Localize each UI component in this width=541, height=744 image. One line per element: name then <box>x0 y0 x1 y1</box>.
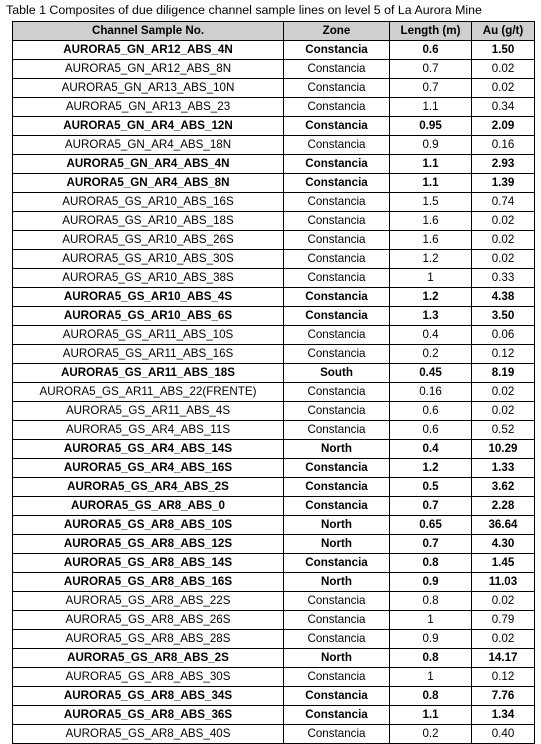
header-length: Length (m) <box>390 22 472 41</box>
length-cell: 0.2 <box>390 725 472 744</box>
sample-cell: AURORA5_GN_AR4_ABS_8N <box>13 174 284 193</box>
sample-cell: AURORA5_GS_AR10_ABS_18S <box>13 212 284 231</box>
au-cell: 4.30 <box>472 535 535 554</box>
length-cell: 1 <box>390 269 472 288</box>
sample-cell: AURORA5_GS_AR4_ABS_14S <box>13 440 284 459</box>
table-row <box>13 459 535 478</box>
length-cell: 1.1 <box>390 98 472 117</box>
zone-cell: Constancia <box>284 269 390 288</box>
sample-cell: AURORA5_GS_AR8_ABS_22S <box>13 592 284 611</box>
zone-cell: Constancia <box>284 497 390 516</box>
zone-cell: North <box>284 440 390 459</box>
au-cell: 0.02 <box>472 383 535 402</box>
sample-cell: AURORA5_GN_AR12_ABS_8N <box>13 60 284 79</box>
zone-cell: Constancia <box>284 231 390 250</box>
au-cell: 0.02 <box>472 630 535 649</box>
au-cell: 1.50 <box>472 41 535 60</box>
length-cell: 0.7 <box>390 497 472 516</box>
table-row <box>13 250 535 269</box>
header-channel-sample-no: Channel Sample No. <box>13 22 284 41</box>
au-cell: 0.02 <box>472 231 535 250</box>
table-row <box>13 193 535 212</box>
zone-cell: Constancia <box>284 212 390 231</box>
sample-cell: AURORA5_GN_AR12_ABS_4N <box>13 41 284 60</box>
length-cell: 0.8 <box>390 592 472 611</box>
au-cell: 36.64 <box>472 516 535 535</box>
zone-cell: Constancia <box>284 459 390 478</box>
length-cell: 0.9 <box>390 573 472 592</box>
length-cell: 1.1 <box>390 174 472 193</box>
au-cell: 0.12 <box>472 345 535 364</box>
au-cell: 0.33 <box>472 269 535 288</box>
au-cell: 0.02 <box>472 212 535 231</box>
length-cell: 0.8 <box>390 687 472 706</box>
sample-cell: AURORA5_GS_AR11_ABS_16S <box>13 345 284 364</box>
sample-cell: AURORA5_GS_AR8_ABS_36S <box>13 706 284 725</box>
zone-cell: Constancia <box>284 60 390 79</box>
table-row <box>13 383 535 402</box>
sample-cell: AURORA5_GS_AR10_ABS_38S <box>13 269 284 288</box>
zone-cell: Constancia <box>284 345 390 364</box>
table-row <box>13 706 535 725</box>
au-cell: 3.50 <box>472 307 535 326</box>
sample-cell: AURORA5_GS_AR11_ABS_18S <box>13 364 284 383</box>
table-row <box>13 345 535 364</box>
au-cell: 0.02 <box>472 79 535 98</box>
au-cell: 0.34 <box>472 98 535 117</box>
length-cell: 1.3 <box>390 307 472 326</box>
sample-cell: AURORA5_GN_AR13_ABS_23 <box>13 98 284 117</box>
au-cell: 11.03 <box>472 573 535 592</box>
table-row <box>13 478 535 497</box>
sample-cell: AURORA5_GN_AR4_ABS_12N <box>13 117 284 136</box>
au-cell: 0.02 <box>472 250 535 269</box>
length-cell: 0.8 <box>390 554 472 573</box>
table-row <box>13 630 535 649</box>
sample-cell: AURORA5_GS_AR11_ABS_4S <box>13 402 284 421</box>
au-cell: 1.33 <box>472 459 535 478</box>
header-au: Au (g/t) <box>472 22 535 41</box>
table-row <box>13 212 535 231</box>
table-row <box>13 174 535 193</box>
zone-cell: Constancia <box>284 174 390 193</box>
sample-cell: AURORA5_GS_AR4_ABS_11S <box>13 421 284 440</box>
sample-cell: AURORA5_GN_AR13_ABS_10N <box>13 79 284 98</box>
zone-cell: Constancia <box>284 307 390 326</box>
sample-cell: AURORA5_GS_AR10_ABS_30S <box>13 250 284 269</box>
table-row <box>13 421 535 440</box>
sample-cell: AURORA5_GS_AR8_ABS_28S <box>13 630 284 649</box>
table-row <box>13 231 535 250</box>
table-row <box>13 79 535 98</box>
au-cell: 0.40 <box>472 725 535 744</box>
sample-cell: AURORA5_GS_AR8_ABS_10S <box>13 516 284 535</box>
zone-cell: Constancia <box>284 136 390 155</box>
length-cell: 0.6 <box>390 402 472 421</box>
channel-sample-table <box>12 21 535 744</box>
length-cell: 1.6 <box>390 212 472 231</box>
zone-cell: Constancia <box>284 421 390 440</box>
length-cell: 0.6 <box>390 421 472 440</box>
length-cell: 0.4 <box>390 440 472 459</box>
table-row <box>13 60 535 79</box>
table-row <box>13 592 535 611</box>
length-cell: 1.5 <box>390 193 472 212</box>
length-cell: 0.7 <box>390 60 472 79</box>
sample-cell: AURORA5_GS_AR10_ABS_4S <box>13 288 284 307</box>
sample-cell: AURORA5_GS_AR10_ABS_6S <box>13 307 284 326</box>
length-cell: 0.7 <box>390 535 472 554</box>
sample-cell: AURORA5_GS_AR8_ABS_34S <box>13 687 284 706</box>
zone-cell: Constancia <box>284 592 390 611</box>
table-row <box>13 269 535 288</box>
sample-cell: AURORA5_GS_AR8_ABS_2S <box>13 649 284 668</box>
table-row <box>13 364 535 383</box>
au-cell: 3.62 <box>472 478 535 497</box>
table-row <box>13 136 535 155</box>
sample-cell: AURORA5_GS_AR8_ABS_26S <box>13 611 284 630</box>
zone-cell: Constancia <box>284 383 390 402</box>
sample-cell: AURORA5_GS_AR10_ABS_16S <box>13 193 284 212</box>
sample-cell: AURORA5_GS_AR4_ABS_2S <box>13 478 284 497</box>
table-row <box>13 497 535 516</box>
au-cell: 0.16 <box>472 136 535 155</box>
zone-cell: Constancia <box>284 402 390 421</box>
table-row <box>13 611 535 630</box>
length-cell: 1.2 <box>390 250 472 269</box>
length-cell: 0.5 <box>390 478 472 497</box>
table-caption: Table 1 Composites of due diligence channel sample lines on level 5 of La Aurora Mine <box>6 3 482 17</box>
table-row <box>13 516 535 535</box>
zone-cell: Constancia <box>284 706 390 725</box>
zone-cell: Constancia <box>284 193 390 212</box>
sample-cell: AURORA5_GS_AR8_ABS_12S <box>13 535 284 554</box>
table-row <box>13 573 535 592</box>
sample-cell: AURORA5_GN_AR4_ABS_4N <box>13 155 284 174</box>
sample-cell: AURORA5_GS_AR8_ABS_30S <box>13 668 284 687</box>
au-cell: 1.45 <box>472 554 535 573</box>
length-cell: 1.6 <box>390 231 472 250</box>
zone-cell: Constancia <box>284 155 390 174</box>
length-cell: 0.2 <box>390 345 472 364</box>
au-cell: 0.06 <box>472 326 535 345</box>
zone-cell: North <box>284 516 390 535</box>
au-cell: 0.02 <box>472 592 535 611</box>
table-row <box>13 98 535 117</box>
zone-cell: Constancia <box>284 288 390 307</box>
table-header-row <box>13 22 535 41</box>
length-cell: 0.8 <box>390 649 472 668</box>
au-cell: 0.52 <box>472 421 535 440</box>
au-cell: 2.28 <box>472 497 535 516</box>
sample-cell: AURORA5_GS_AR10_ABS_26S <box>13 231 284 250</box>
sample-cell: AURORA5_GN_AR4_ABS_18N <box>13 136 284 155</box>
zone-cell: Constancia <box>284 41 390 60</box>
length-cell: 0.95 <box>390 117 472 136</box>
zone-cell: Constancia <box>284 630 390 649</box>
table-row <box>13 687 535 706</box>
au-cell: 7.76 <box>472 687 535 706</box>
table-row <box>13 326 535 345</box>
au-cell: 4.38 <box>472 288 535 307</box>
au-cell: 2.93 <box>472 155 535 174</box>
au-cell: 1.39 <box>472 174 535 193</box>
header-zone: Zone <box>284 22 390 41</box>
table-row <box>13 288 535 307</box>
table-row <box>13 155 535 174</box>
length-cell: 0.4 <box>390 326 472 345</box>
length-cell: 0.65 <box>390 516 472 535</box>
table-row <box>13 668 535 687</box>
zone-cell: Constancia <box>284 554 390 573</box>
zone-cell: South <box>284 364 390 383</box>
au-cell: 0.12 <box>472 668 535 687</box>
au-cell: 8.19 <box>472 364 535 383</box>
length-cell: 1 <box>390 668 472 687</box>
zone-cell: Constancia <box>284 668 390 687</box>
length-cell: 0.9 <box>390 136 472 155</box>
length-cell: 1.1 <box>390 155 472 174</box>
length-cell: 0.7 <box>390 79 472 98</box>
sample-cell: AURORA5_GS_AR4_ABS_16S <box>13 459 284 478</box>
zone-cell: Constancia <box>284 98 390 117</box>
sample-cell: AURORA5_GS_AR11_ABS_22(FRENTE) <box>13 383 284 402</box>
table-row <box>13 117 535 136</box>
zone-cell: Constancia <box>284 79 390 98</box>
length-cell: 0.16 <box>390 383 472 402</box>
table-row <box>13 307 535 326</box>
length-cell: 1.1 <box>390 706 472 725</box>
length-cell: 1.2 <box>390 459 472 478</box>
au-cell: 0.79 <box>472 611 535 630</box>
table-row <box>13 554 535 573</box>
zone-cell: North <box>284 649 390 668</box>
au-cell: 14.17 <box>472 649 535 668</box>
sample-cell: AURORA5_GS_AR8_ABS_0 <box>13 497 284 516</box>
zone-cell: Constancia <box>284 611 390 630</box>
zone-cell: Constancia <box>284 326 390 345</box>
sample-cell: AURORA5_GS_AR8_ABS_40S <box>13 725 284 744</box>
length-cell: 1.2 <box>390 288 472 307</box>
length-cell: 0.6 <box>390 41 472 60</box>
length-cell: 1 <box>390 611 472 630</box>
au-cell: 1.34 <box>472 706 535 725</box>
sample-cell: AURORA5_GS_AR8_ABS_14S <box>13 554 284 573</box>
au-cell: 10.29 <box>472 440 535 459</box>
au-cell: 0.02 <box>472 402 535 421</box>
zone-cell: North <box>284 573 390 592</box>
sample-cell: AURORA5_GS_AR11_ABS_10S <box>13 326 284 345</box>
table-row <box>13 535 535 554</box>
au-cell: 0.02 <box>472 60 535 79</box>
length-cell: 0.45 <box>390 364 472 383</box>
au-cell: 2.09 <box>472 117 535 136</box>
zone-cell: North <box>284 535 390 554</box>
zone-cell: Constancia <box>284 478 390 497</box>
zone-cell: Constancia <box>284 117 390 136</box>
table-row <box>13 649 535 668</box>
zone-cell: Constancia <box>284 725 390 744</box>
table-row <box>13 402 535 421</box>
length-cell: 0.9 <box>390 630 472 649</box>
sample-cell: AURORA5_GS_AR8_ABS_16S <box>13 573 284 592</box>
table-row <box>13 440 535 459</box>
au-cell: 0.74 <box>472 193 535 212</box>
table-body <box>13 41 535 744</box>
zone-cell: Constancia <box>284 687 390 706</box>
zone-cell: Constancia <box>284 250 390 269</box>
table-row <box>13 41 535 60</box>
